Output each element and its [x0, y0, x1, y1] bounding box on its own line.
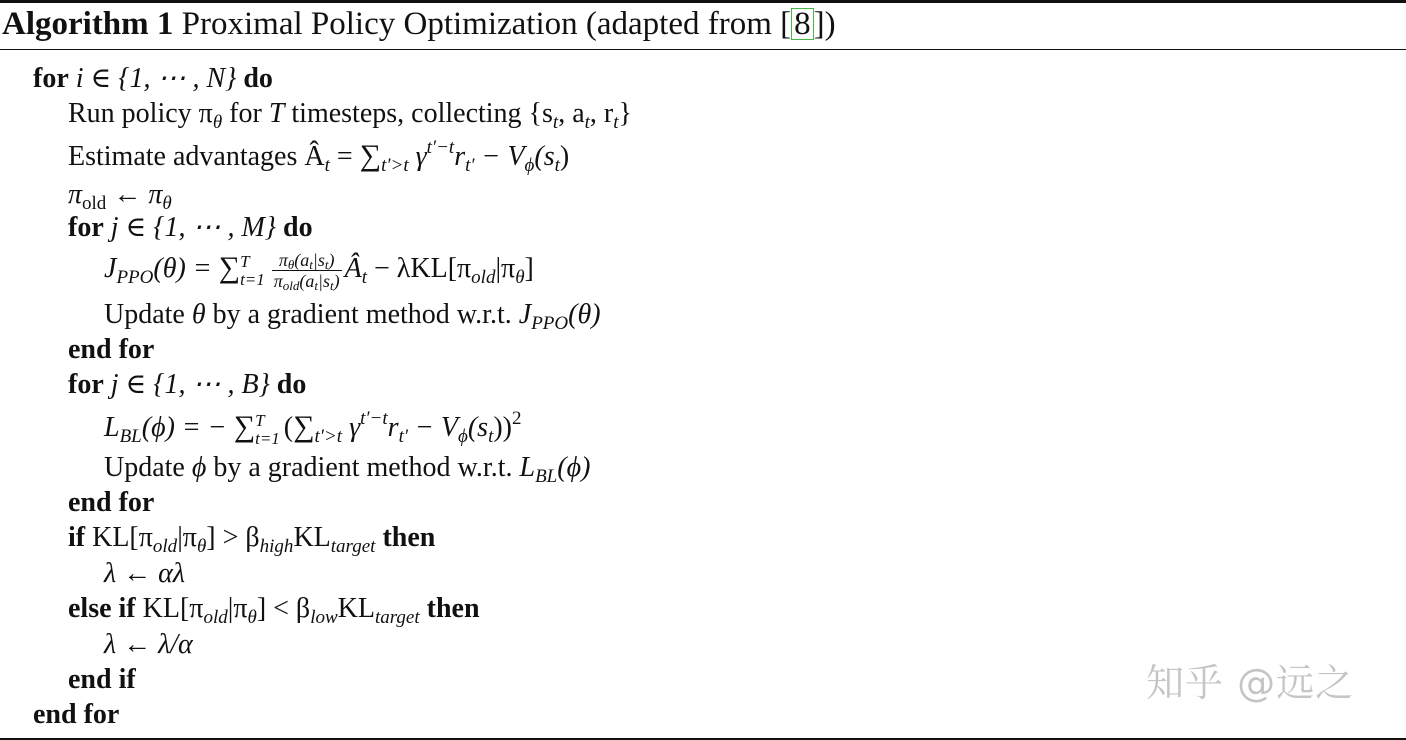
line-update-theta [104, 298, 601, 332]
text: timesteps, collecting {s [284, 98, 553, 129]
subscript: ϕ [458, 426, 468, 447]
text: (a [299, 271, 315, 291]
line-if-kl-high [68, 521, 435, 555]
text: (s [534, 141, 555, 172]
text: , a [558, 98, 585, 129]
subscript: PPO [531, 313, 569, 334]
text: (s [467, 412, 489, 443]
text: π [278, 250, 288, 270]
subscript: t [488, 426, 494, 447]
subscript: BL [119, 426, 142, 447]
text: (θ) = [153, 252, 219, 284]
subscript: t [309, 257, 313, 272]
line-run-policy [68, 97, 632, 131]
text: ) [328, 250, 335, 270]
line-pi-old-assign [68, 178, 172, 212]
sum-symbol: ∑ [218, 250, 241, 284]
sum-limits [240, 253, 265, 289]
variable: L [519, 452, 536, 483]
text: by a gradient method w.r.t. [206, 452, 520, 483]
sum-limits [255, 412, 280, 448]
line-update-phi [104, 451, 590, 485]
text: γ [342, 412, 361, 443]
line-else-if-kl-low [68, 592, 480, 626]
line-outer-for [33, 62, 273, 96]
line-inner-for-m [68, 211, 313, 245]
text: Â [344, 252, 362, 284]
keyword-end-for: end for [68, 487, 155, 518]
text: λ ← αλ [104, 558, 185, 589]
citation-link[interactable]: 8 [791, 8, 814, 40]
loop-range: j ∈ {1, ⋯ , B} [110, 369, 270, 400]
text: ] [524, 252, 534, 284]
keyword-for: for [33, 63, 69, 94]
subscript: θ [196, 536, 207, 557]
caption-rule [0, 49, 1406, 50]
sum-lower-limit: t=1 [240, 269, 265, 289]
text: ) [333, 271, 340, 291]
sum-upper-limit: T [240, 251, 250, 271]
subscript: t [314, 278, 319, 293]
keyword-end-for: end for [33, 699, 120, 730]
text: , r [589, 98, 614, 129]
text: r [387, 412, 399, 443]
text: J [104, 252, 117, 284]
text: (ϕ) [557, 452, 591, 483]
superscript: t′−t [360, 408, 388, 429]
text: Estimate advantages Â [68, 141, 325, 172]
line-lambda-decrease [104, 628, 193, 662]
sum-lower-limit: t′>t [381, 155, 409, 176]
text: ] > β [206, 522, 260, 553]
subscript: θ [212, 112, 223, 133]
text: |π [227, 593, 248, 624]
keyword-then: then [375, 522, 436, 553]
subscript: t′ [465, 155, 475, 176]
subscript: t [324, 257, 329, 272]
text: − V [408, 412, 458, 443]
text: (θ) [568, 299, 601, 330]
subscript: old [282, 278, 300, 293]
line-lambda-increase [104, 557, 185, 591]
ratio-denominator [272, 271, 342, 291]
algorithm-title-end: ]) [813, 6, 836, 42]
subscript: t [324, 155, 330, 176]
algorithm-label: Algorithm 1 [2, 6, 174, 42]
text: (ϕ) = − [141, 412, 234, 443]
subscript: target [330, 536, 376, 557]
keyword-end-for: end for [68, 334, 155, 365]
text: for [222, 98, 269, 129]
loop-range: j ∈ {1, ⋯ , M} [110, 212, 276, 243]
subscript: θ [162, 193, 172, 214]
loop-range: i ∈ {1, ⋯ , N} [75, 63, 237, 94]
text: KL [337, 593, 375, 624]
text: L [104, 412, 120, 443]
subscript: old [471, 266, 496, 288]
subscript: θ [287, 257, 295, 272]
line-ppo-objective [104, 250, 534, 291]
subscript: t [330, 278, 334, 293]
text: ) [559, 141, 570, 172]
line-estimate-advantages [68, 139, 569, 174]
subscript: t′ [398, 426, 408, 447]
text: − λKL[π [367, 252, 472, 284]
text: Update [104, 299, 192, 330]
text: |s [312, 250, 325, 270]
subscript: t [554, 155, 560, 176]
text: KL[π [85, 522, 153, 553]
sum-symbol: ∑ [293, 410, 315, 443]
text: ← π [106, 179, 163, 210]
variable: θ [191, 299, 206, 330]
text: Run policy π [68, 98, 213, 129]
subscript: t [552, 112, 559, 133]
probability-ratio [272, 250, 342, 291]
subscript: old [152, 536, 178, 557]
sum-lower-limit: t′>t [314, 426, 343, 447]
top-rule [0, 0, 1406, 3]
text: γ [408, 141, 427, 172]
line-inner-for-b [68, 368, 306, 402]
subscript: old [203, 607, 228, 628]
subscript: old [82, 193, 107, 214]
keyword-for: for [68, 369, 104, 400]
text: r [454, 141, 466, 172]
line-baseline-loss [104, 410, 522, 448]
subscript: ϕ [524, 155, 535, 176]
text: π [273, 271, 283, 291]
watermark: 知乎 @远之 [1146, 661, 1355, 705]
subscript: t [584, 112, 590, 133]
text: by a gradient method w.r.t. [205, 299, 519, 330]
text: )) [493, 412, 513, 443]
subscript: t [361, 266, 368, 288]
variable: ϕ [191, 452, 207, 483]
keyword-do: do [243, 63, 273, 94]
sum-upper-limit: T [255, 410, 265, 430]
text: KL[π [135, 593, 204, 624]
variable: T [268, 98, 285, 129]
keyword-if: if [68, 522, 86, 553]
keyword-end-if: end if [68, 664, 136, 695]
line-end-for-b [68, 486, 154, 520]
subscript: target [374, 607, 420, 628]
line-end-for-m [68, 333, 154, 367]
text: Update [104, 452, 192, 483]
ratio-numerator [272, 250, 342, 271]
text: |π [495, 252, 516, 284]
algorithm-caption [2, 4, 836, 44]
text: − V [474, 141, 525, 172]
variable: J [518, 299, 532, 330]
superscript: 2 [512, 408, 522, 429]
text: ( [283, 412, 294, 443]
line-end-for-outer [33, 698, 119, 732]
keyword-else-if: else if [68, 593, 136, 624]
text: } [618, 98, 632, 129]
text: (a [294, 250, 310, 270]
subscript: θ [515, 266, 525, 288]
text: |s [318, 271, 330, 291]
subscript: BL [535, 466, 558, 487]
text: ] < β [256, 593, 311, 624]
subscript: PPO [116, 266, 154, 288]
text: λ ← λ/α [104, 629, 193, 660]
text: π [68, 179, 83, 210]
text: KL [293, 522, 331, 553]
sum-symbol: ∑ [359, 139, 382, 172]
algorithm-title: Proximal Policy Optimization (adapted from [ [173, 6, 792, 42]
sum-symbol: ∑ [233, 410, 256, 443]
superscript: t′−t [426, 137, 455, 158]
line-end-if [68, 663, 136, 697]
subscript: θ [247, 607, 257, 628]
keyword-for: for [68, 212, 104, 243]
subscript: low [310, 607, 338, 628]
subscript: high [259, 536, 294, 557]
text: |π [177, 522, 197, 553]
text: = [329, 141, 360, 172]
keyword-then: then [419, 593, 480, 624]
keyword-do: do [283, 212, 313, 243]
keyword-do: do [276, 369, 307, 400]
sum-lower-limit: t=1 [255, 428, 280, 448]
subscript: t [613, 112, 619, 133]
